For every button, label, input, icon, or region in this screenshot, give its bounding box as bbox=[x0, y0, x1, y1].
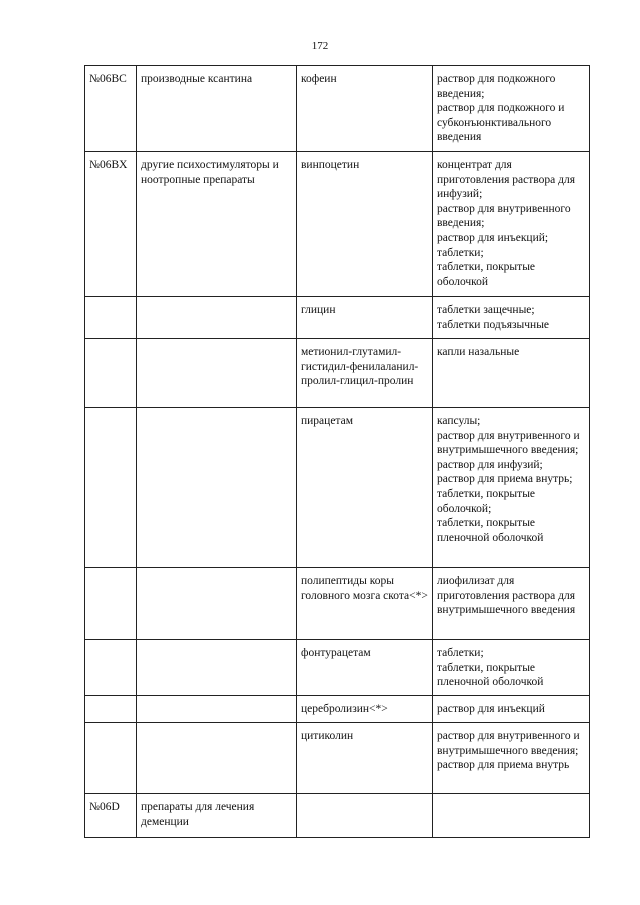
dosage-form: таблетки, покрытые оболочкой bbox=[437, 261, 536, 288]
dosage-form: таблетки, покрытые пленочной оболочкой bbox=[437, 661, 544, 689]
table-row bbox=[85, 568, 590, 640]
table-row bbox=[85, 152, 590, 297]
dosage-forms-cell bbox=[433, 66, 590, 152]
pharmacological-group-cell bbox=[137, 696, 297, 723]
dosage-forms-cell bbox=[433, 794, 590, 838]
dosage-forms-cell bbox=[433, 640, 590, 696]
dosage-forms-cell bbox=[433, 723, 590, 794]
drug-name-cell: цитиколин bbox=[297, 723, 433, 794]
pharmacological-group-cell bbox=[137, 568, 297, 640]
atc-code-cell bbox=[85, 408, 137, 568]
table-row bbox=[85, 640, 590, 696]
drug-table bbox=[84, 65, 590, 838]
table-row bbox=[85, 66, 590, 152]
drug-name-cell: полипептиды коры головного мозга скота<*> bbox=[297, 568, 433, 640]
atc-code-cell: №06BC bbox=[85, 66, 137, 152]
dosage-form: раствор для подкожного и субконъюнктивального введения bbox=[437, 102, 565, 144]
dosage-forms-cell bbox=[433, 339, 590, 408]
table-body bbox=[85, 66, 590, 838]
table-row bbox=[85, 408, 590, 568]
dosage-forms-cell bbox=[433, 408, 590, 568]
pharmacological-group-cell bbox=[137, 723, 297, 794]
drug-name-cell: церебролизин<*> bbox=[297, 696, 433, 723]
drug-name-cell: глицин bbox=[297, 297, 433, 339]
dosage-form: раствор для внутривенного и внутримышечного введения; bbox=[437, 429, 580, 457]
pharmacological-group-cell bbox=[137, 640, 297, 696]
dosage-forms-cell bbox=[433, 568, 590, 640]
table-row bbox=[85, 339, 590, 408]
pharmacological-group-cell: препараты для лечения деменции bbox=[137, 794, 297, 838]
dosage-form: капли назальные bbox=[437, 346, 520, 358]
dosage-forms-cell bbox=[433, 297, 590, 339]
atc-code-cell bbox=[85, 297, 137, 339]
pharmacological-group-cell bbox=[137, 408, 297, 568]
atc-code-cell: №06BX bbox=[85, 152, 137, 297]
table-row bbox=[85, 696, 590, 723]
pharmacological-group-cell bbox=[137, 339, 297, 408]
atc-code-cell bbox=[85, 640, 137, 696]
drug-name-cell: фонтурацетам bbox=[297, 640, 433, 696]
atc-code-cell bbox=[85, 723, 137, 794]
dosage-form: раствор для инъекций; bbox=[437, 231, 549, 244]
dosage-form: раствор для внутривенного и внутримышечного введения; bbox=[437, 730, 580, 757]
dosage-forms-cell bbox=[433, 696, 590, 723]
drug-name-cell bbox=[297, 794, 433, 838]
table-row bbox=[85, 723, 590, 794]
page-number: 172 bbox=[311, 40, 329, 52]
dosage-form: таблетки подъязычные bbox=[437, 318, 550, 331]
drug-name-cell: винпоцетин bbox=[297, 152, 433, 297]
dosage-form: раствор для подкожного введения; bbox=[437, 73, 556, 100]
dosage-form: концентрат для приготовления раствора для инфузий; bbox=[437, 159, 575, 201]
table-row bbox=[85, 297, 590, 339]
pharmacological-group-cell: производные ксантина bbox=[137, 66, 297, 152]
drug-name-cell: пирацетам bbox=[297, 408, 433, 568]
dosage-form: раствор для приема внутрь bbox=[437, 759, 570, 772]
atc-code-cell bbox=[85, 568, 137, 640]
dosage-form: таблетки, покрытые пленочной оболочкой bbox=[437, 517, 544, 544]
dosage-form: таблетки; bbox=[437, 246, 484, 259]
dosage-form: раствор для приема внутрь; bbox=[437, 473, 573, 486]
dosage-forms-cell bbox=[433, 152, 590, 297]
dosage-form: таблетки; bbox=[437, 647, 484, 659]
dosage-form: раствор для инъекций bbox=[437, 703, 545, 715]
dosage-form: таблетки защечные; bbox=[437, 304, 535, 316]
dosage-form: таблетки, покрытые оболочкой; bbox=[437, 487, 536, 515]
atc-code-cell bbox=[85, 339, 137, 408]
drug-name-cell: кофеин bbox=[297, 66, 433, 152]
drug-name-cell: метионил-глутамил-гистидил-фенилаланил-пролил-глицил-пролин bbox=[297, 339, 433, 408]
dosage-form: раствор для инфузий; bbox=[437, 458, 543, 471]
dosage-form: раствор для внутривенного введения; bbox=[437, 202, 571, 230]
atc-code-cell bbox=[85, 696, 137, 723]
dosage-form: капсулы; bbox=[437, 415, 481, 427]
dosage-form: лиофилизат для приготовления раствора для внутримышечного введения bbox=[437, 575, 576, 617]
atc-code-cell: №06D bbox=[85, 794, 137, 838]
table-row bbox=[85, 794, 590, 838]
pharmacological-group-cell bbox=[137, 297, 297, 339]
pharmacological-group-cell: другие психостимуляторы и ноотропные препараты bbox=[137, 152, 297, 297]
